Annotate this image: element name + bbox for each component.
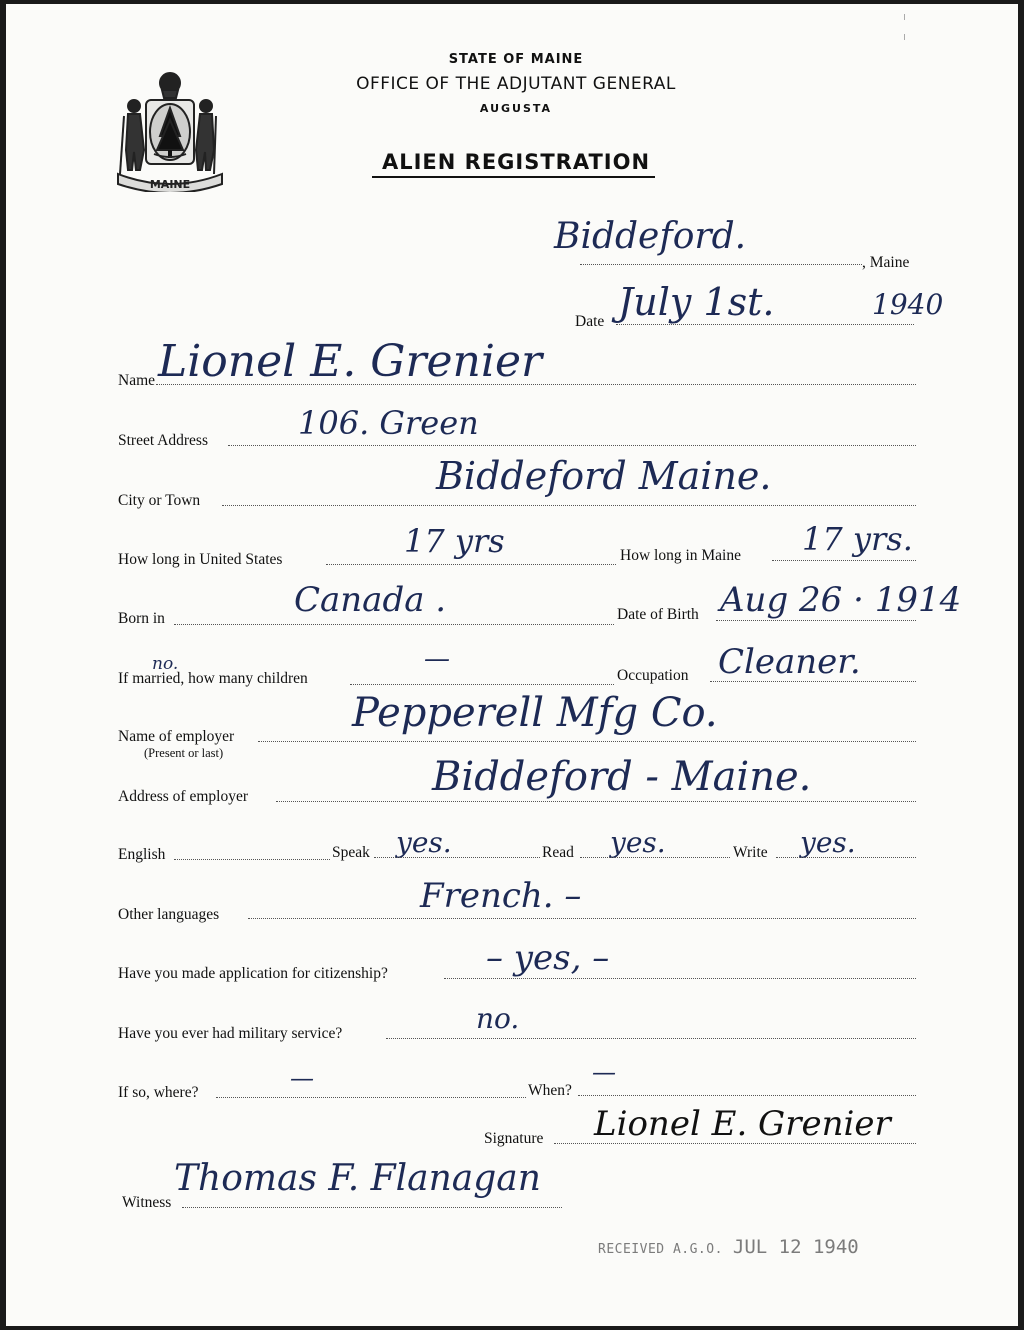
svg-text:MAINE: MAINE xyxy=(149,178,191,191)
years-us-label: How long in United States xyxy=(118,551,283,568)
military-label: Have you ever had military service? xyxy=(118,1025,343,1042)
form-title: ALIEN REGISTRATION xyxy=(381,150,651,174)
when-label: When? xyxy=(528,1082,572,1099)
dob-value: Aug 26 · 1914 xyxy=(720,580,962,620)
header-city: AUGUSTA xyxy=(479,102,553,115)
date-value: July 1st. xyxy=(618,280,775,324)
speak-line xyxy=(374,857,540,858)
name-line xyxy=(156,384,916,385)
children-value: — xyxy=(424,644,450,674)
signature-line xyxy=(554,1143,916,1144)
city-label: City or Town xyxy=(118,492,201,509)
employer-address-value: Biddeford - Maine. xyxy=(432,754,812,800)
children-label: If married, how many children xyxy=(118,670,308,687)
employer-line xyxy=(258,741,916,742)
write-label: Write xyxy=(733,844,768,861)
dob-line xyxy=(716,620,916,621)
years-maine-label: How long in Maine xyxy=(620,547,741,564)
margin-mark xyxy=(904,14,905,20)
other-languages-label: Other languages xyxy=(118,906,220,923)
write-line xyxy=(776,857,916,858)
other-languages-value: French. – xyxy=(420,876,582,916)
married-annotation: no. xyxy=(152,654,179,674)
where-value: — xyxy=(290,1064,314,1092)
street-label: Street Address xyxy=(118,432,208,449)
years-maine-line xyxy=(772,560,916,561)
born-in-value: Canada . xyxy=(294,580,447,620)
street-line xyxy=(228,445,916,446)
occupation-label: Occupation xyxy=(617,667,689,684)
date-year: 1940 xyxy=(872,288,944,321)
years-us-line xyxy=(326,564,616,565)
place-line xyxy=(580,264,862,265)
place-value: Biddeford. xyxy=(554,216,747,257)
witness-label: Witness xyxy=(122,1194,172,1211)
received-stamp xyxy=(598,1236,859,1258)
when-line xyxy=(578,1095,916,1096)
name-label: Name xyxy=(118,372,156,389)
date-label: Date xyxy=(575,313,605,330)
signature-value: Lionel E. Grenier xyxy=(594,1104,891,1144)
city-line xyxy=(222,505,916,506)
write-value: yes. xyxy=(800,826,856,859)
military-value: no. xyxy=(476,1002,520,1035)
city-value: Biddeford Maine. xyxy=(436,454,772,498)
years-maine-value: 17 yrs. xyxy=(802,520,913,558)
employer-label: Name of employer xyxy=(118,728,235,745)
witness-line xyxy=(182,1207,562,1208)
occupation-line xyxy=(710,681,916,682)
where-line xyxy=(216,1097,526,1098)
when-value: — xyxy=(592,1058,616,1086)
english-label: English xyxy=(118,846,166,863)
employer-sublabel: (Present or last) xyxy=(144,746,224,760)
born-in-label: Born in xyxy=(118,610,165,627)
occupation-value: Cleaner. xyxy=(718,642,861,682)
employer-value: Pepperell Mfg Co. xyxy=(352,690,718,736)
years-us-value: 17 yrs xyxy=(404,522,505,560)
read-line xyxy=(580,857,730,858)
place-suffix: , Maine xyxy=(862,254,910,271)
other-languages-line xyxy=(248,918,916,919)
citizenship-line xyxy=(444,978,916,979)
signature-label: Signature xyxy=(484,1130,544,1147)
english-line xyxy=(174,859,330,860)
speak-label: Speak xyxy=(332,844,370,861)
margin-mark xyxy=(904,34,905,40)
speak-value: yes. xyxy=(396,826,452,859)
state-seal-icon xyxy=(110,70,228,192)
header-office: OFFICE OF THE ADJUTANT GENERAL xyxy=(356,74,676,94)
employer-address-label: Address of employer xyxy=(118,788,248,805)
header-state: STATE OF MAINE xyxy=(448,52,584,67)
born-in-line xyxy=(174,624,614,625)
registration-form xyxy=(6,4,1018,1326)
employer-address-line xyxy=(276,801,916,802)
citizenship-value: – yes, – xyxy=(486,938,610,978)
where-label: If so, where? xyxy=(118,1084,199,1101)
received-stamp-label: RECEIVED A.G.O. xyxy=(598,1242,723,1257)
witness-value: Thomas F. Flanagan xyxy=(174,1158,541,1199)
read-value: yes. xyxy=(610,826,666,859)
children-line xyxy=(350,684,614,685)
dob-label: Date of Birth xyxy=(617,606,699,623)
street-value: 106. Green xyxy=(298,404,479,442)
read-label: Read xyxy=(542,844,574,861)
name-value: Lionel E. Grenier xyxy=(158,336,543,387)
received-stamp-date: JUL 12 1940 xyxy=(732,1236,859,1258)
citizenship-label: Have you made application for citizenship? xyxy=(118,965,388,982)
military-line xyxy=(386,1038,916,1039)
title-underline xyxy=(372,176,655,178)
date-line xyxy=(616,324,914,325)
